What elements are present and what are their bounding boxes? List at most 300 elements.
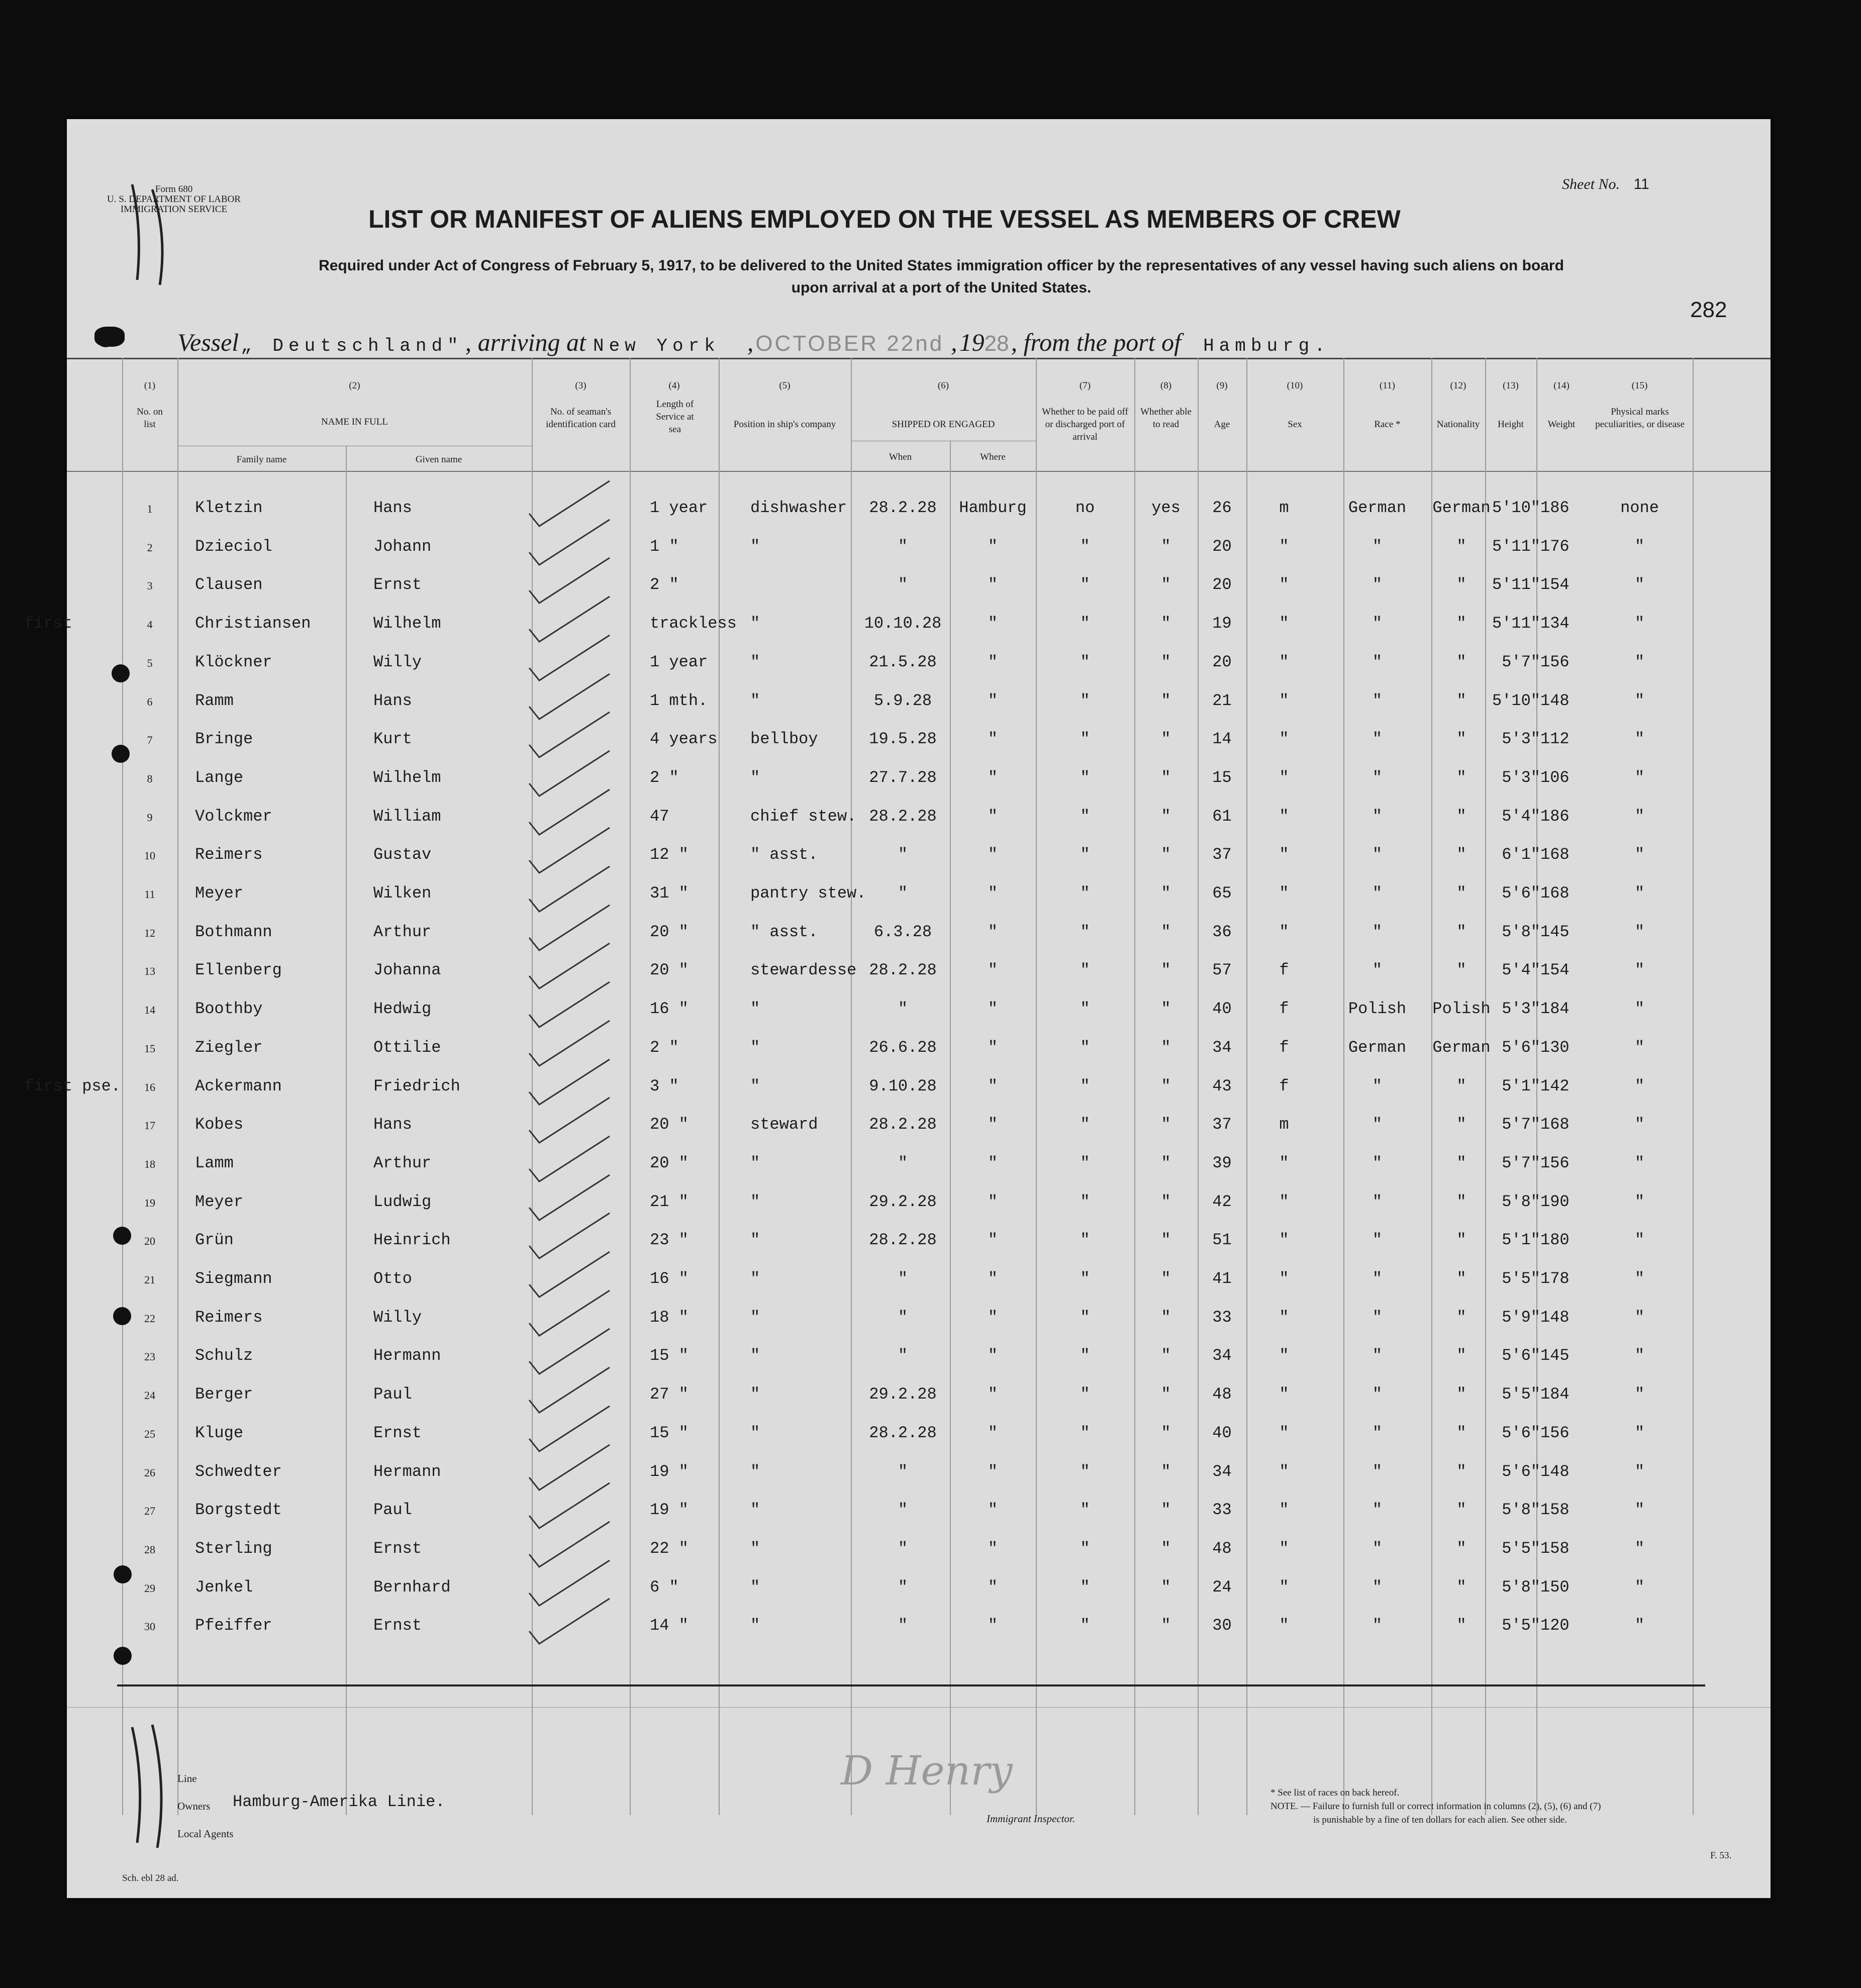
local-agents-label: Local Agents	[177, 1828, 234, 1840]
column-number: (3)	[575, 380, 586, 391]
able-to-read: "	[1161, 537, 1171, 556]
header-sex: Sex	[1288, 419, 1302, 430]
weight: 178	[1540, 1269, 1570, 1288]
nationality: "	[1456, 884, 1466, 903]
header-bottom-rule	[67, 471, 1771, 472]
physical-marks: "	[1634, 922, 1645, 941]
age: 40	[1212, 1000, 1232, 1019]
length-of-service: 23 "	[650, 1231, 689, 1250]
sheet-number: 11	[1633, 176, 1649, 192]
physical-marks: "	[1634, 1539, 1645, 1558]
requirement-line-1: Required under Act of Congress of February 5, 1917, to be delivered to the United States immigration officer by the representatives of any vessel having such aliens on board	[319, 257, 1564, 274]
race: "	[1372, 1423, 1383, 1442]
age: 30	[1212, 1616, 1232, 1635]
header-nationality: Nationality	[1436, 419, 1480, 430]
given-name: Johann	[373, 537, 432, 556]
physical-marks: "	[1634, 1269, 1645, 1288]
column-number: (12)	[1450, 380, 1466, 391]
height: 5'6"	[1502, 1462, 1540, 1481]
ship-position: "	[750, 1308, 760, 1327]
nationality: "	[1456, 1115, 1466, 1134]
height: 5'5"	[1502, 1269, 1540, 1288]
footer-top-rule	[67, 1707, 1771, 1708]
shipped-when: 9.10.28	[869, 1076, 937, 1096]
row-number: 22	[144, 1312, 155, 1325]
family-name: Christiansen	[195, 614, 311, 633]
weight: 176	[1540, 537, 1570, 556]
sex: "	[1279, 1269, 1289, 1288]
weight: 158	[1540, 1501, 1570, 1520]
column-number: (13)	[1503, 380, 1519, 391]
able-to-read: "	[1161, 807, 1171, 826]
sex: "	[1279, 652, 1289, 671]
given-name: Hedwig	[373, 1000, 432, 1019]
given-name: Heinrich	[373, 1231, 451, 1250]
given-name: Hermann	[373, 1462, 441, 1481]
nationality: "	[1456, 1346, 1466, 1365]
family-name: Jenkel	[195, 1577, 253, 1597]
paid-off: "	[1080, 691, 1090, 710]
age: 20	[1212, 537, 1232, 556]
row-number: 23	[144, 1350, 155, 1363]
sex: "	[1279, 1231, 1289, 1250]
length-of-service: 16 "	[650, 1000, 689, 1019]
ship-position: "	[750, 1385, 760, 1404]
age: 43	[1212, 1076, 1232, 1096]
owners-value: Hamburg-Amerika Linie.	[233, 1793, 445, 1811]
shipped-when: "	[898, 845, 908, 864]
age: 26	[1212, 499, 1232, 517]
ship-position: dishwasher	[750, 499, 847, 517]
ship-position: "	[750, 1153, 760, 1172]
height: 6'1"	[1502, 845, 1540, 864]
length-of-service: 19 "	[650, 1462, 689, 1481]
family-name: Pfeiffer	[195, 1616, 272, 1635]
handwritten-mark-top	[112, 179, 182, 290]
nationality: Polish	[1432, 1000, 1491, 1019]
physical-marks: "	[1634, 614, 1645, 633]
length-of-service: 14 "	[650, 1616, 689, 1635]
family-name: Lange	[195, 768, 244, 787]
table-row	[67, 1385, 1771, 1423]
able-to-read: "	[1161, 922, 1171, 941]
punch-hole	[114, 1647, 132, 1665]
shipped-where: "	[988, 1539, 998, 1558]
age: 24	[1212, 1577, 1232, 1597]
table-row	[67, 691, 1771, 730]
paid-off: "	[1080, 652, 1090, 671]
header-position: Position in ship's company	[733, 419, 836, 430]
shipped-where: "	[988, 961, 998, 980]
row-number: 30	[144, 1620, 155, 1633]
height: 5'7"	[1502, 652, 1540, 671]
paid-off: "	[1080, 730, 1090, 749]
row-number: 27	[144, 1505, 155, 1518]
height: 5'3"	[1502, 1000, 1540, 1019]
length-of-service: 2 "	[650, 1038, 679, 1057]
physical-marks: "	[1634, 1153, 1645, 1172]
length-of-service: 1 year	[650, 652, 708, 671]
punch-hole	[112, 745, 130, 763]
ship-position: "	[750, 1076, 760, 1096]
column-number: (2)	[349, 380, 360, 391]
shipped-when: "	[898, 884, 908, 903]
shipped-when: "	[898, 1346, 908, 1365]
shipped-when: 6.3.28	[873, 922, 932, 941]
header-seaman-card: No. of seaman's identification card	[546, 407, 616, 430]
length-of-service: 47	[650, 807, 669, 826]
table-row	[67, 537, 1771, 575]
physical-marks: "	[1634, 845, 1645, 864]
given-name: Wilhelm	[373, 614, 441, 633]
table-row	[67, 845, 1771, 883]
height: 5'5"	[1502, 1616, 1540, 1635]
paid-off: "	[1080, 537, 1090, 556]
length-of-service: 21 "	[650, 1192, 689, 1211]
age: 37	[1212, 845, 1232, 864]
able-to-read: yes	[1151, 499, 1181, 517]
table-row	[67, 653, 1771, 691]
shipped-where: "	[988, 1577, 998, 1597]
header-weight: Weight	[1547, 419, 1576, 430]
length-of-service: 22 "	[650, 1539, 689, 1558]
nationality: "	[1456, 845, 1466, 864]
able-to-read: "	[1161, 1501, 1171, 1520]
row-number: 18	[144, 1157, 155, 1170]
ship-position: "	[750, 1192, 760, 1211]
race: "	[1372, 768, 1383, 787]
family-name: Berger	[195, 1385, 253, 1404]
column-number: (14)	[1553, 380, 1570, 391]
able-to-read: "	[1161, 845, 1171, 864]
family-name: Boothby	[195, 1000, 263, 1019]
sex: "	[1279, 1346, 1289, 1365]
sex: f	[1279, 1076, 1289, 1096]
length-of-service: 20 "	[650, 1153, 689, 1172]
column-number: (11)	[1380, 380, 1395, 391]
physical-marks: "	[1634, 1346, 1645, 1365]
shipped-where: "	[988, 691, 998, 710]
paid-off: "	[1080, 845, 1090, 864]
table-row	[67, 1038, 1771, 1076]
arrival-date-stamp: OCTOBER 22nd	[755, 331, 944, 356]
given-name: Ernst	[373, 1616, 422, 1635]
family-name: Ackermann	[195, 1076, 282, 1096]
shipped-when: 26.6.28	[869, 1038, 937, 1057]
weight: 156	[1540, 652, 1570, 671]
header-shipped: SHIPPED OR ENGAGED	[892, 419, 995, 430]
age: 20	[1212, 652, 1232, 671]
physical-marks: "	[1634, 730, 1645, 749]
ship-position: " asst.	[750, 845, 818, 864]
race: "	[1372, 922, 1383, 941]
requirement-text	[142, 255, 1740, 299]
sheet-number-area	[1562, 176, 1649, 193]
row-number: 16	[144, 1080, 155, 1094]
nationality: "	[1456, 1308, 1466, 1327]
owners-label: Owners	[177, 1800, 211, 1812]
column-number: (4)	[668, 380, 680, 391]
paid-off: "	[1080, 1153, 1090, 1172]
shipped-where: "	[988, 1076, 998, 1096]
physical-marks: "	[1634, 807, 1645, 826]
shipped-where: "	[988, 845, 998, 864]
fine-note-1: NOTE. — Failure to furnish full or correct information in columns (2), (5), (6) and (7)	[1270, 1801, 1601, 1812]
shipped-when: 29.2.28	[869, 1385, 937, 1404]
height: 5'8"	[1502, 1577, 1540, 1597]
family-name: Borgstedt	[195, 1501, 282, 1520]
table-row	[67, 499, 1771, 537]
paid-off: "	[1080, 922, 1090, 941]
age: 33	[1212, 1308, 1232, 1327]
paid-off: "	[1080, 1308, 1090, 1327]
physical-marks: "	[1634, 1577, 1645, 1597]
height: 5'11"	[1492, 537, 1540, 556]
race: "	[1372, 614, 1383, 633]
length-of-service: 4 years	[650, 730, 718, 749]
nationality: "	[1456, 1577, 1466, 1597]
age: 20	[1212, 575, 1232, 594]
paid-off: "	[1080, 575, 1090, 594]
length-of-service: 16 "	[650, 1269, 689, 1288]
sex: "	[1279, 614, 1289, 633]
family-name: Ziegler	[195, 1038, 263, 1057]
race: "	[1372, 1346, 1383, 1365]
shipped-where: "	[988, 652, 998, 671]
ship-position: "	[750, 1000, 760, 1019]
weight: 145	[1540, 922, 1570, 941]
nationality: "	[1456, 575, 1466, 594]
fine-note-2: is punishable by a fine of ten dollars for each alien. See other side.	[1313, 1815, 1567, 1825]
length-of-service: 1 mth.	[650, 691, 708, 710]
column-number: (10)	[1287, 380, 1303, 391]
shipped-when: 29.2.28	[869, 1192, 937, 1211]
ship-position: "	[750, 537, 760, 556]
shipped-where: "	[988, 1038, 998, 1057]
shipped-when: 28.2.28	[869, 961, 937, 980]
table-end-rule	[117, 1684, 1705, 1686]
row-number: 1	[147, 503, 153, 515]
sex: f	[1279, 1038, 1289, 1057]
race: "	[1372, 1115, 1383, 1134]
page-title: LIST OR MANIFEST OF ALIENS EMPLOYED ON THE VESSEL AS MEMBERS OF CREW	[368, 205, 1401, 233]
nationality: "	[1456, 1616, 1466, 1635]
weight: 134	[1540, 614, 1570, 633]
table-row	[67, 884, 1771, 922]
shipped-where: "	[988, 730, 998, 749]
inspector-signature: D Henry	[841, 1747, 1013, 1794]
column-number: (8)	[1160, 380, 1172, 391]
length-of-service: 20 "	[650, 961, 689, 980]
given-name: Friedrich	[373, 1076, 460, 1096]
shipped-where: "	[988, 537, 998, 556]
given-name: Johanna	[373, 961, 441, 980]
weight: 168	[1540, 884, 1570, 903]
physical-marks: "	[1634, 1308, 1645, 1327]
length-of-service: 3 "	[650, 1076, 679, 1096]
age: 34	[1212, 1346, 1232, 1365]
sex: "	[1279, 807, 1289, 826]
manifest-sheet	[24, 119, 1771, 1898]
row-number: 5	[147, 656, 153, 669]
column-number: (15)	[1631, 380, 1648, 391]
sex: "	[1279, 1577, 1289, 1597]
departure-port: Hamburg.	[1203, 336, 1330, 356]
race: "	[1372, 1308, 1383, 1327]
row-number: 21	[144, 1273, 155, 1286]
length-of-service: 31 "	[650, 884, 689, 903]
punch-hole	[113, 1227, 131, 1245]
ship-position: "	[750, 1616, 760, 1635]
age: 15	[1212, 768, 1232, 787]
height: 5'3"	[1502, 730, 1540, 749]
family-name: Kletzin	[195, 499, 263, 517]
length-of-service: 19 "	[650, 1501, 689, 1520]
punch-hole	[114, 1565, 132, 1583]
race: "	[1372, 1269, 1383, 1288]
family-name: Meyer	[195, 1192, 244, 1211]
physical-marks: "	[1634, 652, 1645, 671]
nationality: "	[1456, 614, 1466, 633]
shipped-when: 28.2.28	[869, 807, 937, 826]
ship-position: "	[750, 652, 760, 671]
table-row	[67, 1000, 1771, 1038]
sex: "	[1279, 1308, 1289, 1327]
ship-position: "	[750, 691, 760, 710]
column-number: (6)	[937, 380, 949, 391]
ship-position: "	[750, 1423, 760, 1442]
weight: 145	[1540, 1346, 1570, 1365]
physical-marks: "	[1634, 1192, 1645, 1211]
header-able-read: Whether able to read	[1140, 407, 1192, 430]
check-mark-icon	[519, 1596, 620, 1651]
nationality: "	[1456, 1462, 1466, 1481]
given-name: Paul	[373, 1385, 412, 1404]
shipped-where: "	[988, 1501, 998, 1520]
schedule-code: Sch. ebl 28 ad.	[122, 1873, 179, 1883]
family-name: Bringe	[195, 730, 253, 749]
given-name: Hans	[373, 1115, 412, 1134]
weight: 168	[1540, 845, 1570, 864]
sex: "	[1279, 1501, 1289, 1520]
age: 34	[1212, 1038, 1232, 1057]
given-name: Bernhard	[373, 1577, 451, 1597]
paid-off: "	[1080, 1385, 1090, 1404]
department-name: U. S. DEPARTMENT OF LABOR	[107, 194, 241, 205]
races-note: * See list of races on back hereof.	[1270, 1787, 1400, 1798]
ship-position: "	[750, 1501, 760, 1520]
shipped-when: "	[898, 537, 908, 556]
table-row	[67, 1192, 1771, 1231]
sex: "	[1279, 1423, 1289, 1442]
race: "	[1372, 845, 1383, 864]
weight: 186	[1540, 807, 1570, 826]
weight: 142	[1540, 1076, 1570, 1096]
ship-position: stewardesse	[750, 961, 857, 980]
sheet-label: Sheet No.	[1562, 176, 1620, 192]
table-row	[67, 1115, 1771, 1153]
age: 65	[1212, 884, 1232, 903]
vessel-name: „ Deutschland"	[241, 336, 463, 356]
able-to-read: "	[1161, 1423, 1171, 1442]
shipped-where: "	[988, 922, 998, 941]
length-of-service: trackless	[650, 614, 737, 633]
physical-marks: "	[1634, 1076, 1645, 1096]
height: 5'8"	[1502, 1192, 1540, 1211]
shipped-where: "	[988, 614, 998, 633]
column-number: (5)	[779, 380, 791, 391]
age: 48	[1212, 1385, 1232, 1404]
ship-position: "	[750, 1346, 760, 1365]
sex: m	[1279, 499, 1289, 517]
shipped-where: "	[988, 1231, 998, 1250]
ship-position: "	[750, 1462, 760, 1481]
shipped-where: "	[988, 1115, 998, 1134]
arriving-label: , arriving at	[465, 328, 586, 356]
age: 14	[1212, 730, 1232, 749]
paid-off: "	[1080, 1423, 1090, 1442]
sex: "	[1279, 575, 1289, 594]
given-name: Hans	[373, 691, 412, 710]
paid-off: "	[1080, 1462, 1090, 1481]
header-paid-off: Whether to be paid off or discharged port of arrival	[1042, 407, 1128, 442]
service-name: IMMIGRATION SERVICE	[120, 204, 228, 215]
able-to-read: "	[1161, 768, 1171, 787]
shipped-when: 21.5.28	[869, 652, 937, 671]
family-name: Schwedter	[195, 1462, 282, 1481]
paid-off: "	[1080, 1231, 1090, 1250]
sex: "	[1279, 1192, 1289, 1211]
able-to-read: "	[1161, 1115, 1171, 1134]
able-to-read: "	[1161, 1577, 1171, 1597]
able-to-read: "	[1161, 1308, 1171, 1327]
table-row	[67, 575, 1771, 614]
nationality: "	[1456, 1501, 1466, 1520]
table-row	[67, 1308, 1771, 1346]
nationality: "	[1456, 1076, 1466, 1096]
shipped-when: 28.2.28	[869, 1231, 937, 1250]
height: 5'4"	[1502, 961, 1540, 980]
able-to-read: "	[1161, 1539, 1171, 1558]
sex: "	[1279, 1462, 1289, 1481]
age: 39	[1212, 1153, 1232, 1172]
handwritten-mark-bottom	[122, 1722, 182, 1853]
paid-off: "	[1080, 884, 1090, 903]
margin-note: first	[24, 614, 73, 633]
able-to-read: "	[1161, 1076, 1171, 1096]
weight: 156	[1540, 1153, 1570, 1172]
length-of-service: 2 "	[650, 768, 679, 787]
family-name: Ramm	[195, 691, 234, 710]
nationality: "	[1456, 1539, 1466, 1558]
sex: "	[1279, 884, 1289, 903]
height: 5'3"	[1502, 768, 1540, 787]
shipped-where: "	[988, 1308, 998, 1327]
length-of-service: 15 "	[650, 1346, 689, 1365]
row-number: 14	[144, 1004, 155, 1017]
row-number: 29	[144, 1581, 155, 1595]
family-name: Kobes	[195, 1115, 244, 1134]
row-number: 13	[144, 965, 155, 978]
shipped-where: "	[988, 1462, 998, 1481]
race: "	[1372, 961, 1383, 980]
header-height: Height	[1498, 419, 1524, 430]
shipped-when: 19.5.28	[869, 730, 937, 749]
height: 5'1"	[1502, 1231, 1540, 1250]
length-of-service: 20 "	[650, 1115, 689, 1134]
ship-position: "	[750, 1269, 760, 1288]
header-name-in-full: NAME IN FULL	[321, 417, 388, 427]
